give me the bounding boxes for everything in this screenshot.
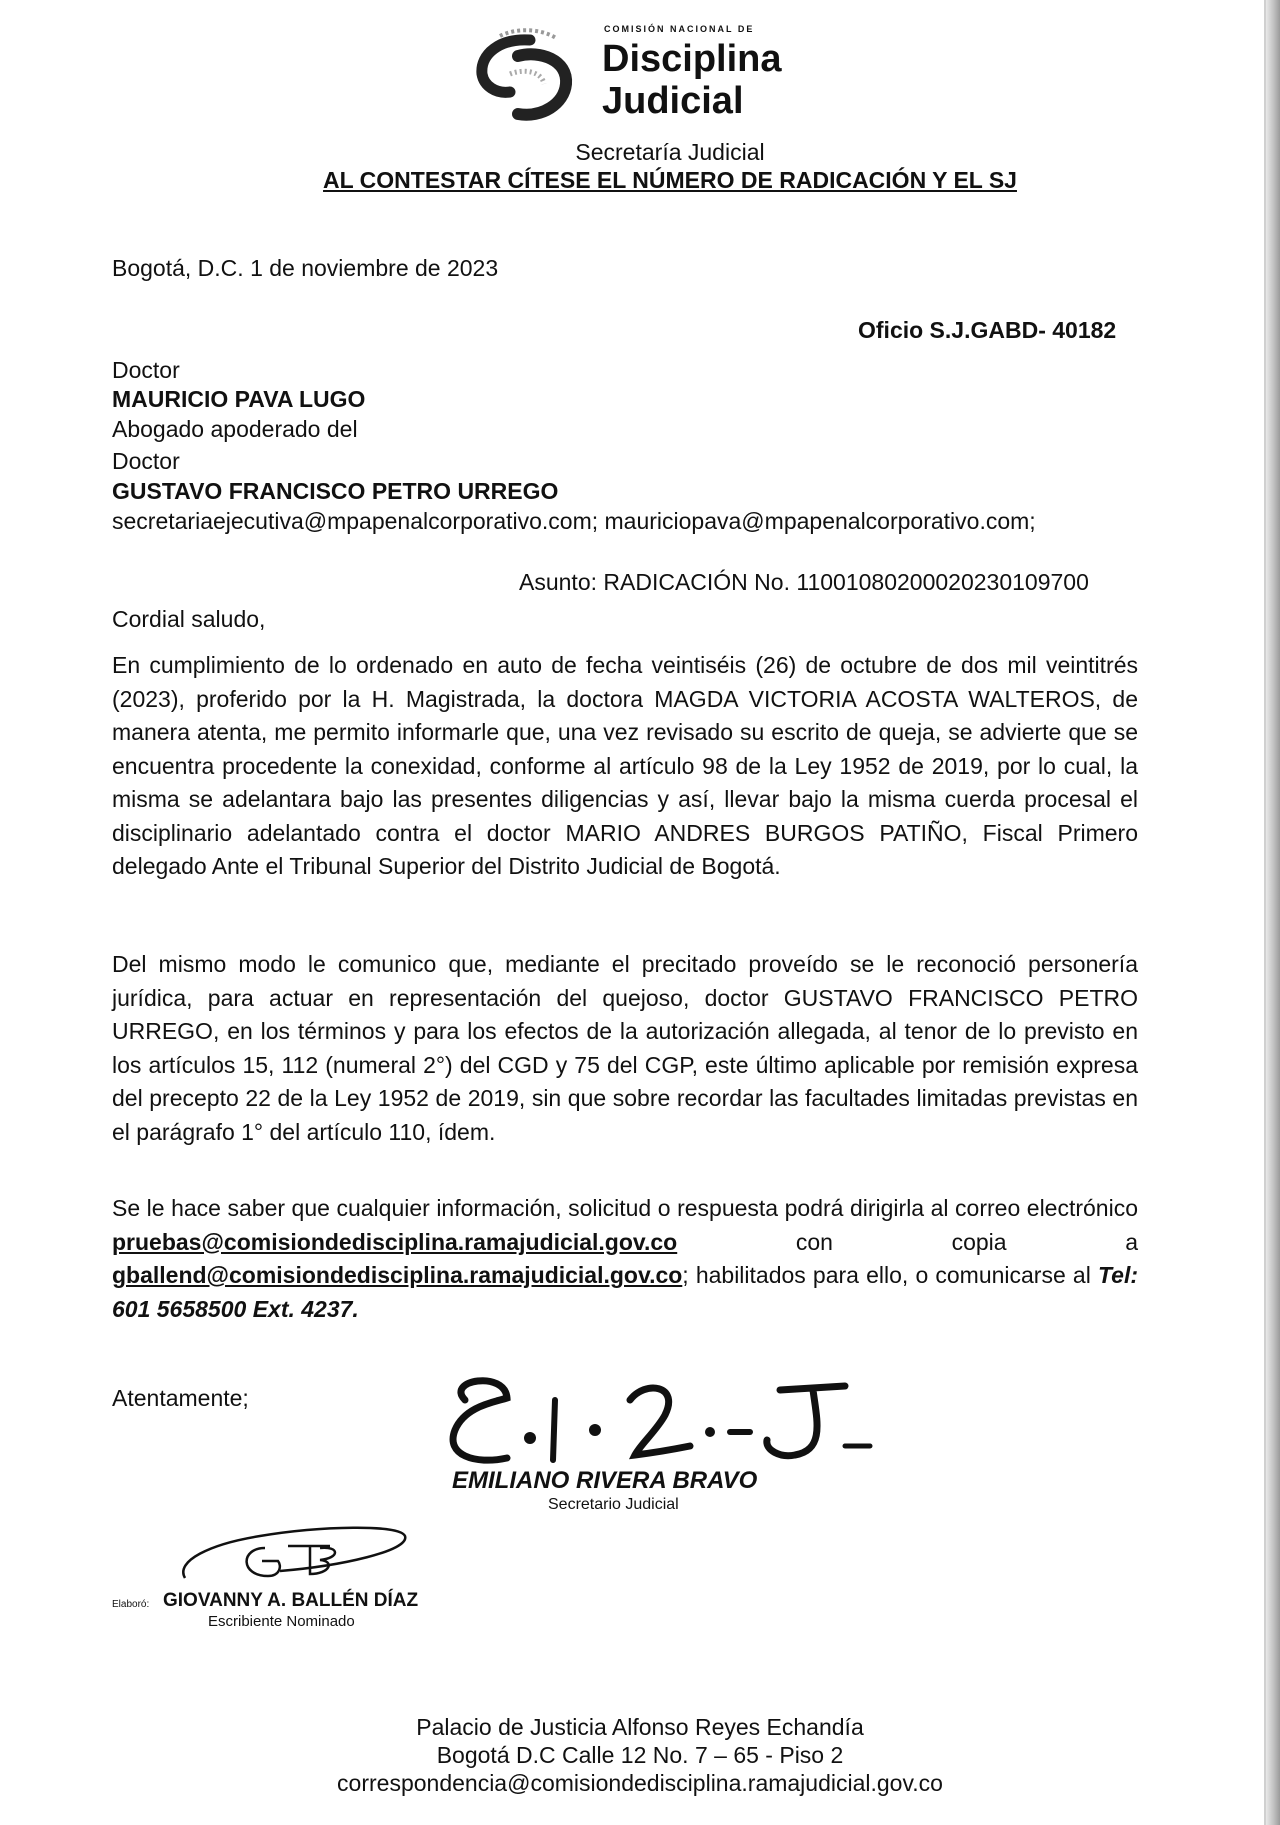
paragraph-3-intro: Se le hace saber que cualquier información, solicitud o respuesta podrá dirigirla al correo electrónico [112, 1195, 1138, 1221]
paragraph-1: En cumplimiento de lo ordenado en auto de fecha veintiséis (26) de octubre de dos mil veintitrés (2023), proferido por la H. Magistrada, la doctora MAGDA VICTORIA ACOSTA WALTEROS, de manera atenta, me permito informarle que, una vez revisado su escrito de queja, se advierte que se encuentra procedente la conexidad, conforme al artículo 98 de la Ley 1952 de 2019, por lo cual, la misma se adelantara bajo las presentes diligencias y así, llevar bajo la misma cuerda procesal el disciplinario adelantado contra el doctor MARIO ANDRES BURGOS PATIÑO, Fiscal Primero delegado Ante el Tribunal Superior del Distrito Judicial de Bogotá. [112, 652, 1138, 879]
logo-title-line1: Disciplina [602, 38, 782, 80]
client-name: GUSTAVO FRANCISCO PETRO URREGO [112, 478, 559, 504]
elaboro-name: GIOVANNY A. BALLÉN DÍAZ [163, 1590, 419, 1611]
closing: Atentamente; [112, 1385, 249, 1411]
footer-address-line2: Bogotá D.C Calle 12 No. 7 – 65 - Piso 2 [436, 1742, 844, 1768]
signature-rivera [435, 1360, 875, 1480]
institution-logo [470, 18, 800, 128]
recipient-role: Abogado apoderado del [112, 416, 358, 442]
recipient-name: MAURICIO PAVA LUGO [112, 386, 366, 412]
citation-instruction: AL CONTESTAR CÍTESE EL NÚMERO DE RADICACIÓN Y EL SJ [323, 167, 1017, 193]
recipient-title: Doctor [112, 357, 180, 383]
paragraph-2: Del mismo modo le comunico que, mediante el precitado proveído se le reconoció personería jurídica, para actuar en representación del quejoso, doctor GUSTAVO FRANCISCO PETRO URREGO, en los términos y para los efectos de la autorización allegada, al tenor de lo previsto en los artículos 15, 112 (numeral 2°) del CGD y 75 del CGP, este último aplicable por remisión expresa del precepto 22 de la Ley 1952 de 2019, sin que sobre recordar las facultades limitadas previstas en el parágrafo 1° del artículo 110, ídem. [112, 951, 1138, 1145]
logo-mark-icon [470, 26, 582, 126]
elaboro-label: Elaboró: [112, 1599, 150, 1610]
paragraph-3-copy: con copia a [795, 1228, 1138, 1255]
page-edge-shadow [1266, 0, 1280, 1825]
elaboro-role: Escribiente Nominado [208, 1613, 355, 1630]
secretaria-heading: Secretaría Judicial [575, 139, 765, 165]
email-pruebas-link[interactable]: pruebas@comisiondedisciplina.ramajudicial.gov.co [112, 1228, 678, 1255]
recipient-emails: secretariaejecutiva@mpapenalcorporativo.com; mauriciopava@mpapenalcorporativo.com; [112, 508, 1036, 534]
paragraph-3-after: ; habilitados para ello, o comunicarse al [682, 1262, 1091, 1288]
greeting: Cordial saludo, [112, 606, 266, 632]
footer-address-line1: Palacio de Justicia Alfonso Reyes Echandía [416, 1714, 864, 1740]
asunto-line: Asunto: RADICACIÓN No. 11001080200020230109700 [519, 569, 1089, 595]
date-line: Bogotá, D.C. 1 de noviembre de 2023 [112, 255, 499, 281]
signature-ballen [170, 1516, 420, 1596]
email-gballend-link[interactable]: gballend@comisiondedisciplina.ramajudicial.gov.co [112, 1262, 683, 1288]
paragraph-3 [112, 1192, 1138, 1326]
oficio-number: Oficio S.J.GABD- 40182 [858, 317, 1117, 343]
telephone: Tel: 601 5658500 Ext. 4237. [112, 1262, 1138, 1322]
logo-title-line2: Judicial [602, 80, 744, 122]
signer-role: Secretario Judicial [548, 1496, 679, 1513]
footer-email: correspondencia@comisiondedisciplina.ramajudicial.gov.co [337, 1770, 943, 1796]
client-title: Doctor [112, 448, 180, 474]
signer-name: EMILIANO RIVERA BRAVO [452, 1467, 758, 1494]
logo-small-text: COMISIÓN NACIONAL DE [604, 24, 755, 34]
